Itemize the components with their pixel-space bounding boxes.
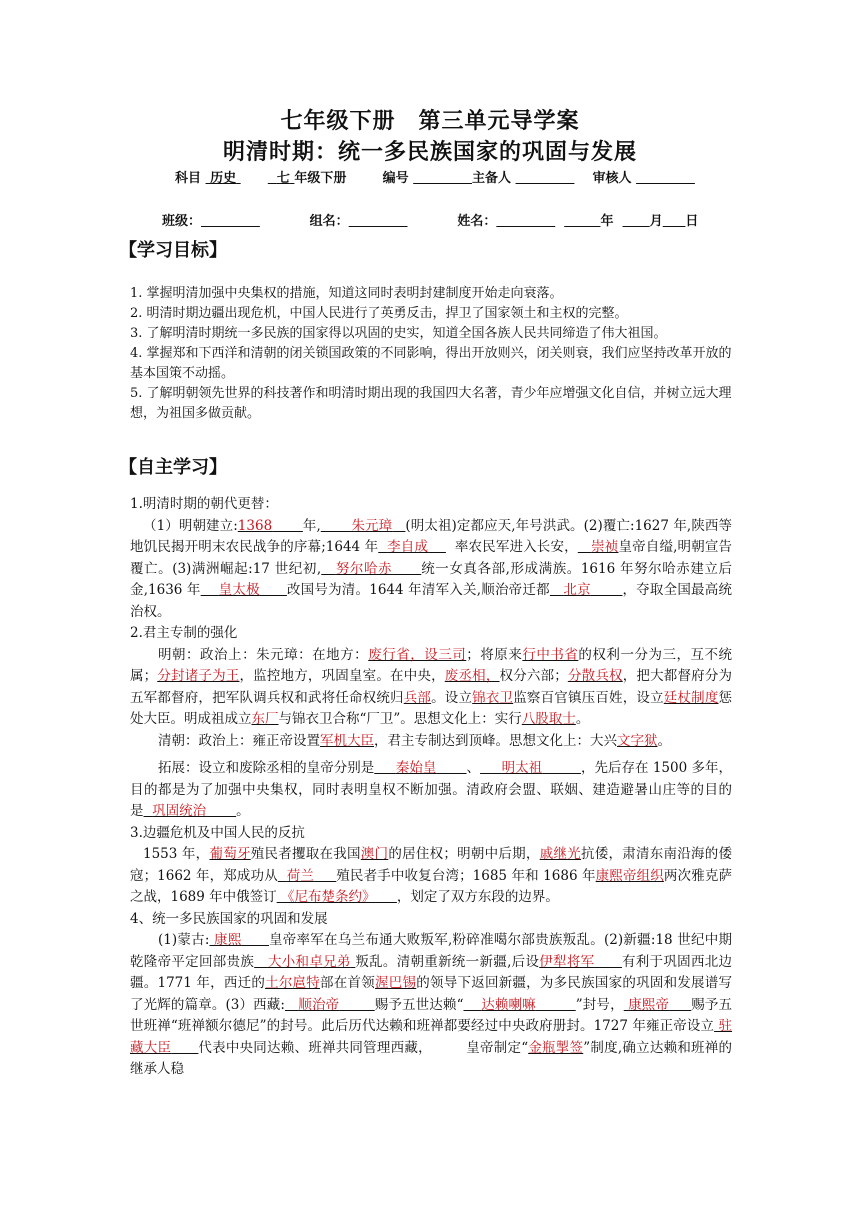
section-1-paragraph: （1）明朝建立:1368 年, 朱元璋 (明太祖)定都应天,年号洪武。(2)覆亡:1627 年,陕西等地饥民揭开明末农民战争的序幕;1644 年 李自成 率农民军进入长安， 崇祯皇帝自缢,明朝宣告覆亡。(3)满洲崛起:17 世纪初, 努尔哈赤 统一女真各部,形成满族。1616 年努尔哈赤建立后金,1636 年 皇太极 改国号为清。1644 年清军入关,顺治帝迁都 北京 ，夺取全国最高统治权。 xyxy=(130,517,733,620)
answer-blank: 顺治帝 xyxy=(298,996,340,1013)
goal-item: 2. 明清时期边疆出现危机，中国人民进行了英勇反击，捍卫了国家领土和主权的完整。 xyxy=(130,306,628,321)
section-title: 2.君主专制的强化 xyxy=(130,625,238,641)
name-blank xyxy=(496,214,555,229)
section-title: 3.边疆危机及中国人民的反抗 xyxy=(130,824,305,841)
answer-blank: 锦衣卫 xyxy=(472,689,514,706)
doc-meta-line xyxy=(175,167,695,186)
reviewer-blank xyxy=(636,171,695,186)
year-label: 年 xyxy=(600,214,614,229)
reviewer-label: 审核人 xyxy=(592,171,632,186)
answer-blank: 伊犁将军 xyxy=(539,953,595,970)
answer-blank: 废丞相， xyxy=(444,668,500,684)
answer-blank: 葡萄牙 xyxy=(209,846,251,862)
answer-blank: 东厂 xyxy=(251,711,279,727)
host-blank xyxy=(516,171,575,186)
goal-item: 3. 了解明清时期统一多民族的国家得以巩固的史实，知道全国各族人民共同缔造了伟大祖国。 xyxy=(130,326,667,341)
answer-blank: 军机大臣 xyxy=(320,732,374,749)
number-label: 编号 xyxy=(382,171,409,186)
group-label: 组名： xyxy=(309,214,349,229)
answer-blank: 北京 xyxy=(563,582,591,598)
answer-blank: 康熙帝 xyxy=(628,996,670,1013)
subject-value: 历史 xyxy=(210,171,237,186)
month-blank xyxy=(623,214,650,229)
answer-blank: 澳门 xyxy=(360,846,389,862)
number-blank xyxy=(413,171,472,186)
section-2-qing-paragraph: 清朝：政治上：雍正帝设置军机大臣，君主专制达到顶峰。思想文化上：大兴文字狱。 xyxy=(158,732,671,749)
answer-blank: 秦始皇 xyxy=(395,760,437,776)
answer-blank: 廷杖制度 xyxy=(663,689,719,706)
grade-value: 七 xyxy=(276,171,290,186)
answer-blank: 八股取士 xyxy=(521,711,576,727)
section-2-ming-paragraph: 明朝：政治上：朱元璋：在地方：废行省，设三司；将原来行中书省的权利一分为三，互不统属；分封诸子为王，监控地方，巩固皇室。在中央，废丞相，权分六部；分散兵权，把大都督府分为五军都督府，把军队调兵权和武将任命权统归兵部。设立锦衣卫监察百官镇压百姓，设立廷杖制度惩处大臣。明成祖成立东厂与锦衣卫合称“厂卫”。思想文化上：实行八股取士。 xyxy=(130,646,733,727)
class-label: 班级： xyxy=(162,214,202,229)
answer-blank: 戚继光 xyxy=(539,846,581,862)
goals-list xyxy=(130,284,732,424)
answer-blank: 康熙 xyxy=(214,932,242,948)
answer-blank: 金瓶掣签 xyxy=(528,1039,584,1056)
answer-blank: 驻藏大臣 xyxy=(130,1018,732,1056)
month-label: 月 xyxy=(649,214,663,229)
study-heading: 【自主学习】 xyxy=(119,457,227,478)
answer-blank: 1368 xyxy=(237,517,273,534)
study-body xyxy=(130,494,732,1081)
answer-blank: 巩固统治 xyxy=(152,803,207,819)
group-blank xyxy=(349,214,408,229)
answer-blank: 废行省，设三司 xyxy=(368,646,467,663)
day-blank xyxy=(663,214,686,229)
answer-blank: 崇祯 xyxy=(591,539,619,555)
section-4-paragraph: (1)蒙古: 康熙 皇帝率军在乌兰布通大败叛军,粉碎准噶尔部贵族叛乱。(2)新疆:18 世纪中期乾隆帝平定回部贵族 大小和卓兄弟 叛乱。清朝重新统一新疆,后设伊犁将军 有利于巩固西北边疆。1771 年，西迁的土尔扈特部在首领渥巴锡的领导下返回新疆，为多民族国家的巩固和发展谱写了光辉的篇章。(3）西藏: 顺治帝 赐予五世达赖“ 达赖喇嘛 ”封号， 康熙帝 赐予五世班禅“班禅额尔德尼”的封号。此后历代达赖和班禅都要经过中央政府册封。1727 年雍正帝设立 驻藏大臣 代表中央同达赖、班禅共同管理西藏， 皇帝制定“金瓶掣签”制度,确立达赖和班禅的继承人稳 xyxy=(130,932,733,1077)
answer-blank: 《尼布楚条约》 xyxy=(280,889,376,905)
answer-blank: 朱元璋 xyxy=(351,517,393,534)
section-title: 1.明清时期的朝代更替： xyxy=(130,496,278,512)
answer-blank: 分封诸子为王 xyxy=(157,668,240,684)
section-3-paragraph: 1553 年，葡萄牙殖民者攫取在我国澳门的居住权；明朝中后期，戚继光抗倭，肃清东南沿海的倭寇；1662 年，郑成功从 荷兰 殖民者手中收复台湾；1685 年和 1686 年康熙帝组织两次雅克萨之战，1689 年中俄签订 《尼布楚条约》 ，划定了双方东段的边界。 xyxy=(130,846,733,905)
doc-title-line1: 七年级下册 第三单元导学案 xyxy=(280,109,580,134)
section-title: 4、统一多民族国家的巩固和发展 xyxy=(130,910,328,927)
year-blank xyxy=(564,214,600,229)
answer-blank: 文字狱 xyxy=(617,732,658,749)
answer-blank: 努尔哈赤 xyxy=(335,560,393,577)
class-blank xyxy=(201,214,260,229)
answer-blank: 分散兵权 xyxy=(567,668,623,684)
goals-heading: 【学习目标】 xyxy=(119,240,227,261)
host-label: 主备人 xyxy=(472,171,512,186)
goal-item: 1. 掌握明清加强中央集权的措施，知道这同时表明封建制度开始走向衰落。 xyxy=(130,286,563,301)
answer-blank: 行中书省 xyxy=(522,646,579,663)
answer-blank: 皇太极 xyxy=(218,582,260,598)
doc-title-line2: 明清时期：统一多民族国家的巩固与发展 xyxy=(222,140,637,165)
answer-blank: 土尔扈特 xyxy=(265,975,321,991)
name-label: 姓名： xyxy=(457,214,497,229)
answer-blank: 渥巴锡 xyxy=(375,975,417,991)
day-label: 日 xyxy=(685,214,699,229)
goal-item: 5. 了解明朝领先世界的科技著作和明清时期出现的我国四大名著，青少年应增强文化自信，并树立远大理想，为祖国多做贡献。 xyxy=(130,386,732,421)
answer-blank: 李自成 xyxy=(387,539,429,555)
grade-suffix: 年级下册 xyxy=(294,171,347,186)
answer-blank: 荷兰 xyxy=(286,867,315,884)
answer-blank: 达赖喇嘛 xyxy=(481,996,536,1013)
answer-blank: 大小和卓兄弟 xyxy=(267,953,351,970)
section-2-extension-paragraph: 拓展：设立和废除丞相的皇帝分别是 秦始皇 、 明太祖 ，先后存在 1500 多年，目的都是为了加强中央集权，同时表明皇权不断加强。清政府会盟、联姻、建造避暑山庄等的目的是 巩固统治 。 xyxy=(130,760,733,819)
answer-blank: 兵部 xyxy=(403,689,432,706)
answer-blank: 明太祖 xyxy=(501,760,543,776)
student-info-line xyxy=(162,210,698,229)
goal-item: 4. 掌握郑和下西洋和清朝的闭关锁国政策的不同影响，得出开放则兴，闭关则衰，我们应坚持改革开放的基本国策不动摇。 xyxy=(130,346,732,381)
subject-label: 科目 xyxy=(175,171,202,186)
answer-blank: 康熙帝组织 xyxy=(595,867,664,884)
